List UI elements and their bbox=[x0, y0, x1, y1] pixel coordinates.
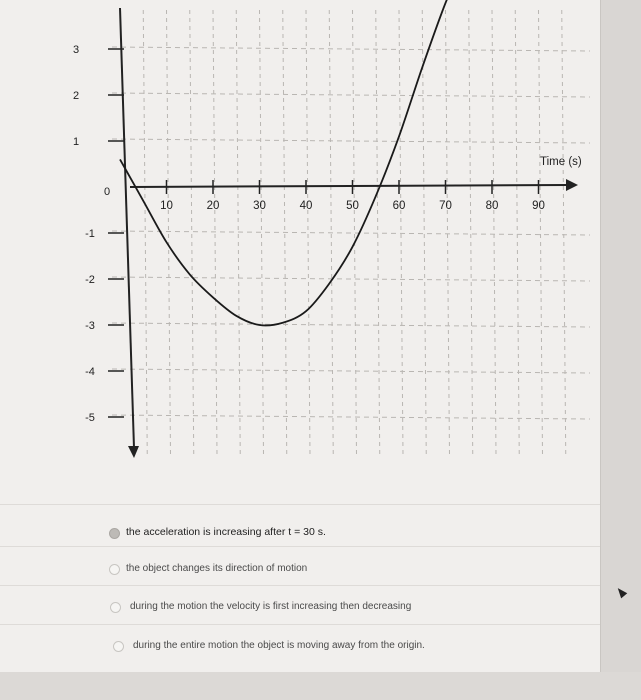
grid-line-vertical bbox=[492, 10, 496, 455]
grid-line-horizontal bbox=[112, 93, 590, 97]
grid-line-horizontal bbox=[112, 139, 590, 143]
y-axis-line bbox=[120, 8, 134, 448]
grid-line-vertical bbox=[446, 10, 450, 455]
x-tick-label: 60 bbox=[392, 200, 406, 212]
x-tick-label: 20 bbox=[206, 200, 220, 212]
option-label-3[interactable]: during the motion the velocity is first increasing then decreasing bbox=[130, 601, 412, 612]
y-tick-label: 1 bbox=[72, 136, 80, 148]
option-row-1[interactable] bbox=[0, 504, 600, 541]
x-tick-label: 80 bbox=[485, 200, 499, 212]
option-label-4[interactable]: during the entire motion the object is moving away from the origin. bbox=[133, 640, 425, 651]
option-label-2[interactable]: the object changes its direction of motion bbox=[126, 563, 308, 574]
option-radio-3[interactable] bbox=[110, 602, 121, 613]
y-tick-label: -3 bbox=[85, 320, 95, 332]
grid-line-vertical bbox=[539, 10, 543, 455]
x-tick-label: 50 bbox=[346, 200, 359, 212]
grid-line-horizontal bbox=[112, 415, 590, 419]
option-row-2[interactable] bbox=[0, 546, 600, 583]
page-bottom-band bbox=[0, 672, 641, 700]
origin-label: 0 bbox=[103, 186, 111, 198]
x-axis-line bbox=[130, 185, 568, 187]
grid-line-vertical bbox=[213, 10, 217, 455]
option-row-4[interactable] bbox=[0, 624, 600, 661]
grid-line-horizontal bbox=[112, 277, 590, 281]
y-tick-label: -5 bbox=[85, 412, 95, 424]
grid bbox=[112, 10, 590, 455]
grid-line-vertical bbox=[422, 10, 426, 455]
x-tick-label: 90 bbox=[532, 200, 545, 212]
y-tick-label: -2 bbox=[85, 274, 95, 286]
grid-line-vertical bbox=[167, 10, 171, 455]
grid-line-vertical bbox=[306, 10, 310, 455]
grid-line-horizontal bbox=[112, 231, 590, 235]
y-tick-label: 2 bbox=[72, 90, 80, 102]
mouse-cursor-icon bbox=[615, 586, 628, 599]
grid-line-vertical bbox=[515, 10, 519, 455]
x-axis-arrow bbox=[566, 179, 578, 191]
y-tick-label: 3 bbox=[72, 44, 80, 56]
grid-line-vertical bbox=[562, 10, 566, 455]
option-row-3[interactable] bbox=[0, 585, 600, 622]
x-axis-label: Time (s) bbox=[540, 156, 582, 168]
grid-line-vertical bbox=[190, 10, 194, 455]
x-tick-label: 40 bbox=[299, 200, 313, 212]
y-tick-label: -4 bbox=[85, 366, 95, 378]
x-tick-label: 70 bbox=[439, 200, 452, 212]
x-tick-label: 10 bbox=[160, 200, 173, 212]
grid-line-vertical bbox=[376, 10, 380, 455]
y-tick-label: -1 bbox=[85, 228, 95, 240]
grid-line-horizontal bbox=[112, 47, 590, 51]
option-radio-4[interactable] bbox=[113, 641, 124, 652]
x-tick-label: 30 bbox=[253, 200, 266, 212]
option-label-1[interactable]: the acceleration is increasing after t = 30 s. bbox=[126, 526, 326, 538]
option-radio-1[interactable] bbox=[109, 528, 120, 539]
option-radio-2[interactable] bbox=[109, 564, 120, 575]
grid-line-vertical bbox=[399, 10, 403, 455]
grid-line-vertical bbox=[143, 10, 147, 455]
grid-line-vertical bbox=[353, 10, 357, 455]
grid-line-vertical bbox=[469, 10, 473, 455]
y-axis-arrow bbox=[128, 446, 139, 458]
